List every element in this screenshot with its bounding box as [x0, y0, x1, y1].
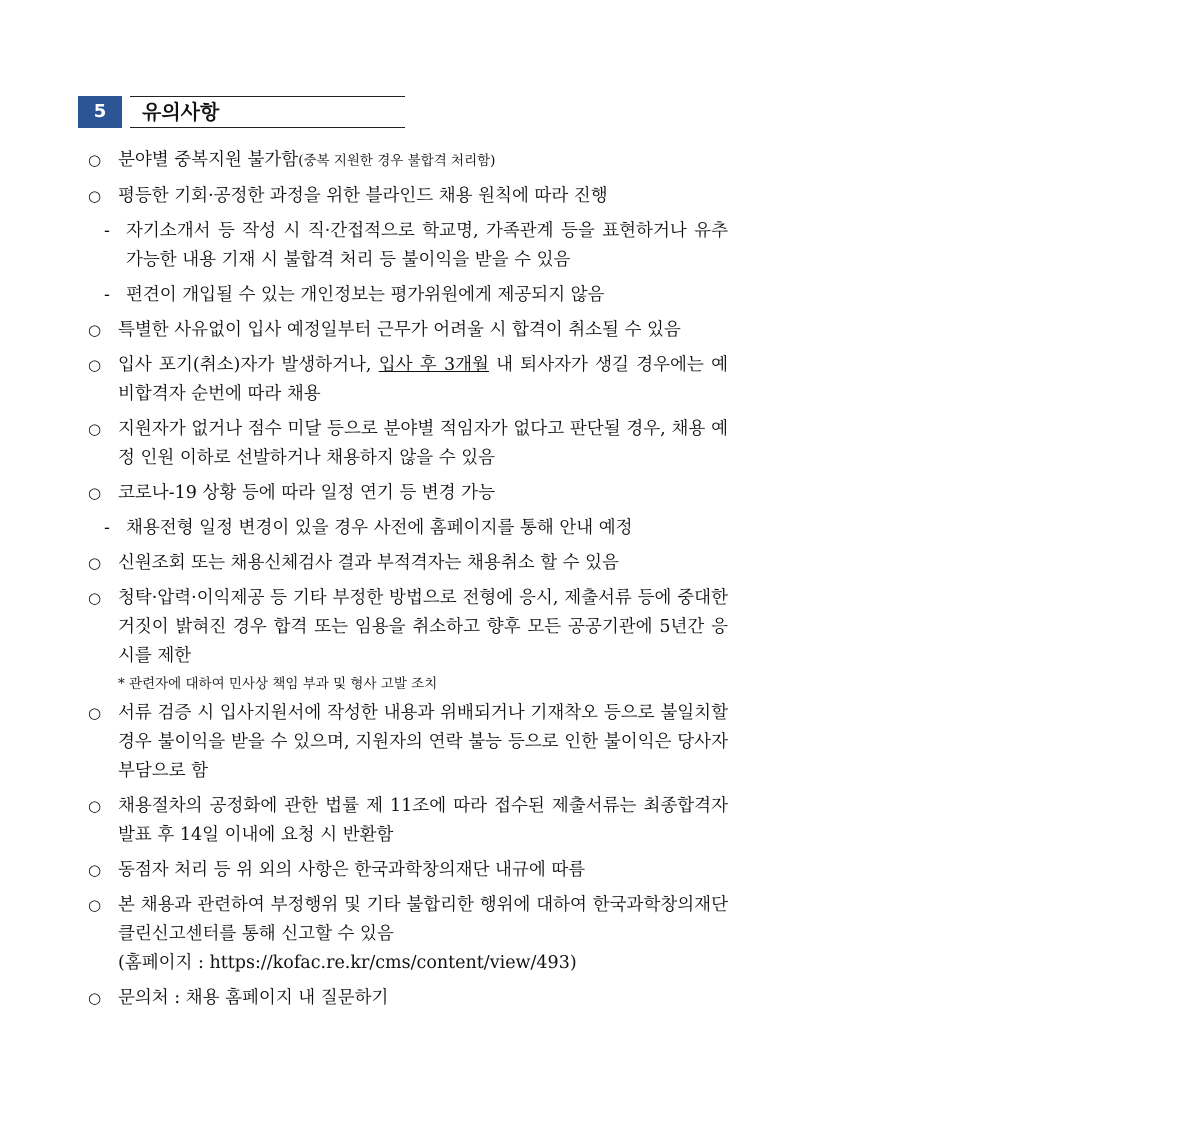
list-item	[88, 856, 728, 885]
bullet-circle-icon: ○	[88, 420, 102, 438]
list-item	[88, 699, 728, 786]
item-text-before: 입사 포기(취소)자가 발생하거나,	[118, 355, 379, 375]
item-text: 분야별 중복지원 불가함	[118, 150, 299, 170]
bullet-circle-icon: ○	[88, 989, 102, 1007]
item-text: 채용절차의 공정화에 관한 법률 제 11조에 따라 접수된 제출서류는 최종합격자 발표 후 14일 이내에 요청 시 반환함	[118, 796, 728, 845]
dash-icon: -	[104, 285, 110, 305]
sub-item-text: 편견이 개입될 수 있는 개인정보는 평가위원에게 제공되지 않음	[126, 285, 605, 305]
dash-icon: -	[104, 221, 110, 241]
item-text: 서류 검증 시 입사지원서에 작성한 내용과 위배되거나 기재착오 등으로 불일치할 경우 불이익을 받을 수 있으며, 지원자의 연락 불능 등으로 인한 불이익은 당사자 부담으로 함	[118, 703, 728, 781]
item-text: 신원조회 또는 채용신체검사 결과 부적격자는 채용취소 할 수 있음	[118, 553, 619, 573]
item-text: 특별한 사유없이 입사 예정일부터 근무가 어려울 시 합격이 취소될 수 있음	[118, 320, 681, 340]
sub-item-text: 자기소개서 등 작성 시 직·간접적으로 학교명, 가족관계 등을 표현하거나 유추 가능한 내용 기재 시 불합격 처리 등 불이익을 받을 수 있음	[126, 221, 728, 270]
sub-item-text: 채용전형 일정 변경이 있을 경우 사전에 홈페이지를 통해 안내 예정	[126, 518, 633, 538]
bullet-circle-icon: ○	[88, 797, 102, 815]
homepage-link[interactable]: (홈페이지 : https://kofac.re.kr/cms/content/view/493)	[118, 953, 577, 973]
bullet-circle-icon: ○	[88, 704, 102, 722]
bullet-circle-icon: ○	[88, 589, 102, 607]
section-title: 유의사항	[142, 100, 220, 124]
item-text-underlined: 입사 후 3개월	[378, 355, 489, 375]
section-title-box	[130, 96, 405, 128]
item-text: 문의처 : 채용 홈페이지 내 질문하기	[118, 988, 389, 1008]
list-item	[88, 792, 728, 850]
footnote: * 관련자에 대하여 민사상 책임 부과 및 형사 고발 조치	[118, 676, 438, 692]
list-item	[88, 351, 728, 409]
list-item	[88, 182, 728, 211]
dash-icon: -	[104, 518, 110, 538]
bullet-circle-icon: ○	[88, 896, 102, 914]
section-header	[78, 96, 405, 128]
list-item	[88, 146, 728, 176]
item-note: (중복 지원한 경우 불합격 처리함)	[298, 153, 496, 169]
sub-item	[88, 281, 728, 310]
list-item	[88, 479, 728, 508]
item-text: 지원자가 없거나 점수 미달 등으로 분야별 적임자가 없다고 판단될 경우, 채용 예정 인원 이하로 선발하거나 채용하지 않을 수 있음	[118, 419, 728, 468]
bullet-circle-icon: ○	[88, 151, 102, 169]
list-item	[88, 984, 728, 1013]
list-item	[88, 415, 728, 473]
item-text: 본 채용과 관련하여 부정행위 및 기타 불합리한 행위에 대하여 한국과학창의재단 클린신고센터를 통해 신고할 수 있음	[118, 895, 728, 944]
section-number-badge: 5	[78, 96, 122, 128]
bullet-circle-icon: ○	[88, 861, 102, 879]
sub-item	[88, 217, 728, 275]
list-item	[88, 316, 728, 345]
item-text-after: 내 퇴사자가 생길 경우에는 예비합격자 순번에 따라 채용	[118, 355, 728, 404]
bullet-circle-icon: ○	[88, 321, 102, 339]
item-text: 청탁·압력·이익제공 등 기타 부정한 방법으로 전형에 응시, 제출서류 등에 중대한 거짓이 밝혀진 경우 합격 또는 임용을 취소하고 향후 모든 공공기관에 5년간 응시를 제한	[118, 588, 728, 666]
list-item	[88, 549, 728, 578]
bullet-circle-icon: ○	[88, 484, 102, 502]
sub-item	[88, 514, 728, 543]
list-item	[88, 584, 728, 671]
item-text: 코로나-19 상황 등에 따라 일정 연기 등 변경 가능	[118, 483, 495, 503]
item-text: 평등한 기회·공정한 과정을 위한 블라인드 채용 원칙에 따라 진행	[118, 186, 608, 206]
bullet-circle-icon: ○	[88, 187, 102, 205]
list-item	[88, 891, 728, 978]
notice-list	[88, 146, 728, 1019]
bullet-circle-icon: ○	[88, 356, 102, 374]
item-text: 동점자 처리 등 위 외의 사항은 한국과학창의재단 내규에 따름	[118, 860, 586, 880]
bullet-circle-icon: ○	[88, 554, 102, 572]
